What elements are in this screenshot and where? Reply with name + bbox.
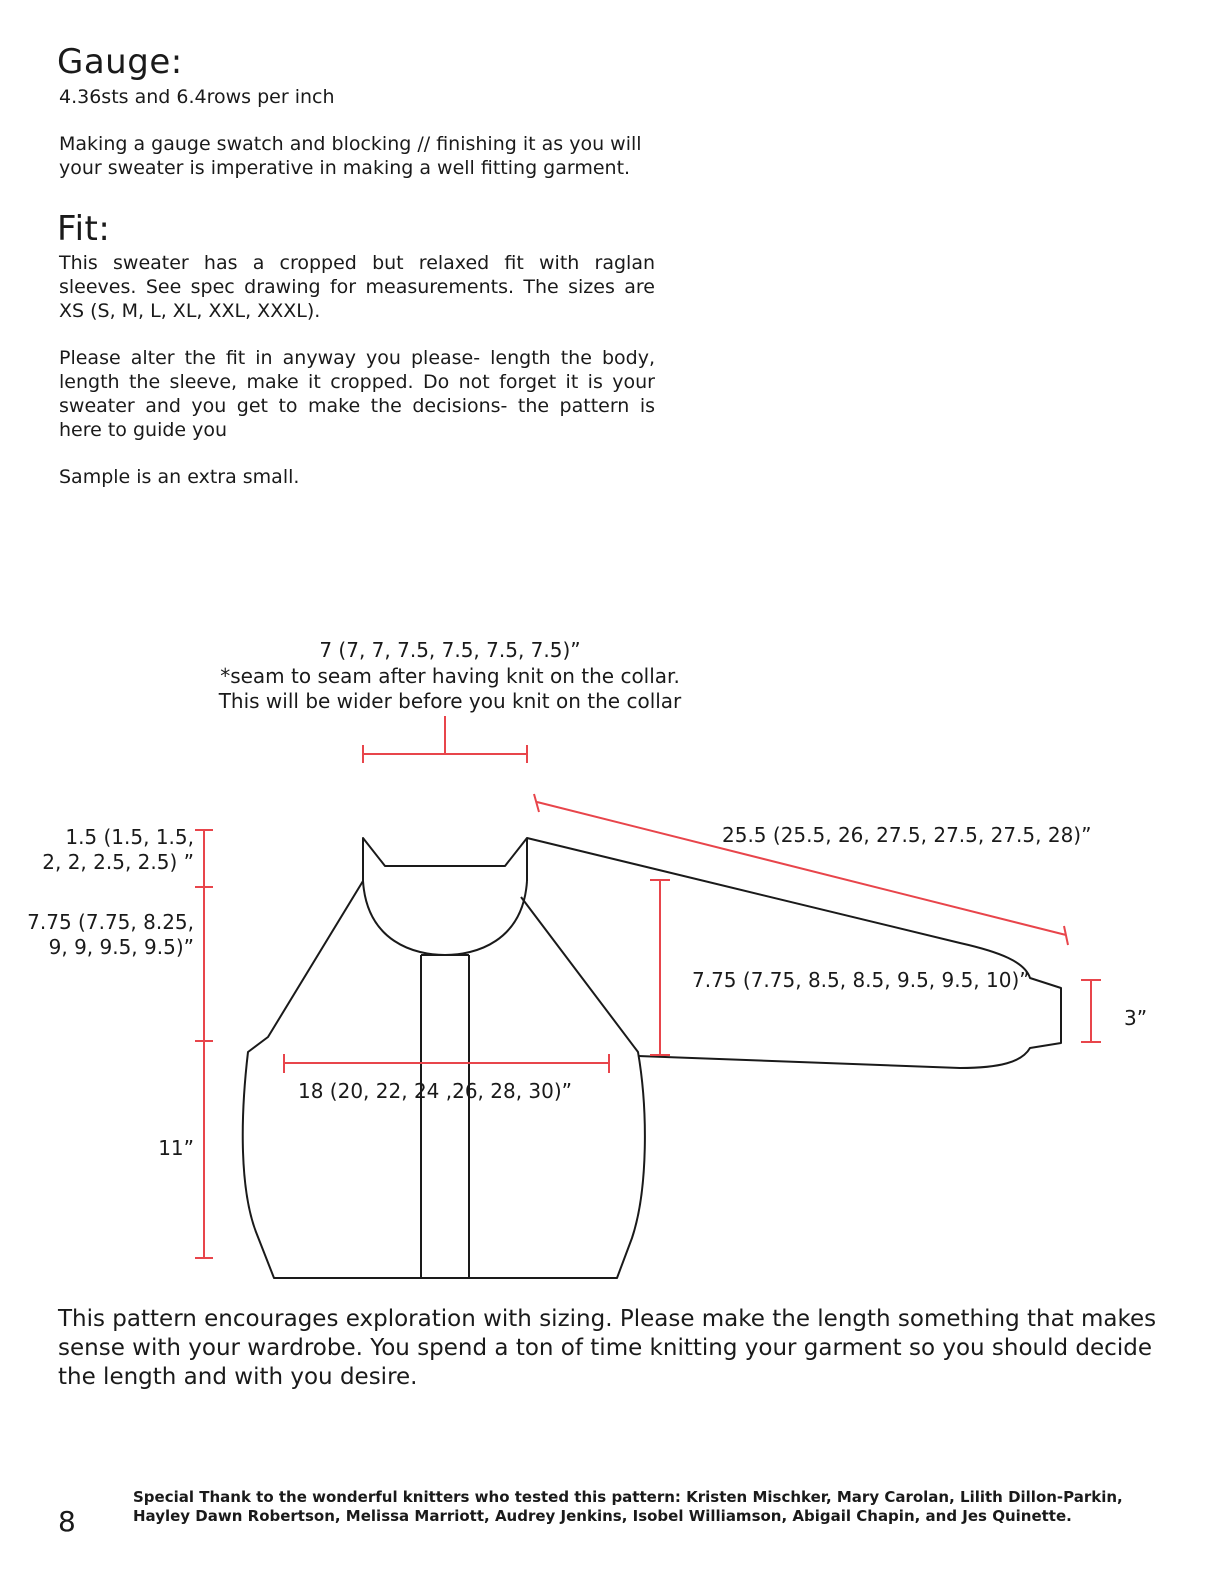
fit-paragraph-1: This sweater has a cropped but relaxed fit with raglan sleeves. See spec drawing for measurements. The sizes are XS (S, M, L, XL, XXL, XXXL). <box>59 252 655 322</box>
collar-note-line-1: *seam to seam after having knit on the collar. <box>220 664 680 688</box>
collar-width-label: 7 (7, 7, 7.5, 7.5, 7.5, 7.5)” <box>319 638 581 662</box>
fit-paragraph-3: Sample is an extra small. <box>59 466 300 488</box>
upper-arm-label: 7.75 (7.75, 8.5, 8.5, 9.5, 9.5, 10)” <box>692 968 1030 992</box>
sizing-note: This pattern encourages exploration with sizing. Please make the length something that makes sense with your wardrobe. You spend a ton of time knitting your garment so you should decide the length and with you desire. <box>58 1306 1157 1390</box>
sweater-outline <box>243 838 1061 1278</box>
body-length-label: 11” <box>158 1136 194 1160</box>
page-number: 8 <box>58 1505 76 1538</box>
fit-heading: Fit: <box>57 209 111 249</box>
collar-depth-label-1: 1.5 (1.5, 1.5, <box>65 825 194 849</box>
fit-paragraph-2: Please alter the fit in anyway you please- length the body, length the sleeve, make it cropped. Do not forget it is your sweater and you get to make the decisions- the pattern is here to guide you <box>59 347 655 441</box>
sleeve-outline <box>527 838 1061 1068</box>
gauge-heading: Gauge: <box>57 42 183 82</box>
thanks-note: Special Thank to the wonderful knitters who tested this pattern: Kristen Mischker, Mary Carolan, Lilith Dillon-Parkin, Hayley Dawn Robertson, Melissa Marriott, Audrey Jenkins, Isobel Williamson, Abigail Chapin, and Jes Quinette. <box>133 1488 1123 1525</box>
sleeve-length-label: 25.5 (25.5, 26, 27.5, 27.5, 27.5, 28)” <box>722 823 1092 847</box>
cuff-label: 3” <box>1124 1006 1148 1030</box>
yoke-depth-label-1: 7.75 (7.75, 8.25, <box>27 910 194 934</box>
collar-depth-label-2: 2, 2, 2.5, 2.5) ” <box>42 850 194 874</box>
collar-curve <box>363 881 527 955</box>
gauge-value: 4.36sts and 6.4rows per inch <box>59 86 335 108</box>
collar-note-line-2: This will be wider before you knit on the collar <box>218 689 682 713</box>
placket <box>421 955 469 1278</box>
gauge-note: Making a gauge swatch and blocking // finishing it as you will your sweater is imperative in making a well fitting garment. <box>59 133 642 179</box>
chest-width-label: 18 (20, 22, 24 ,26, 28, 30)” <box>298 1079 573 1103</box>
collar-points <box>363 838 527 881</box>
yoke-depth-label-2: 9, 9, 9.5, 9.5)” <box>48 935 194 959</box>
